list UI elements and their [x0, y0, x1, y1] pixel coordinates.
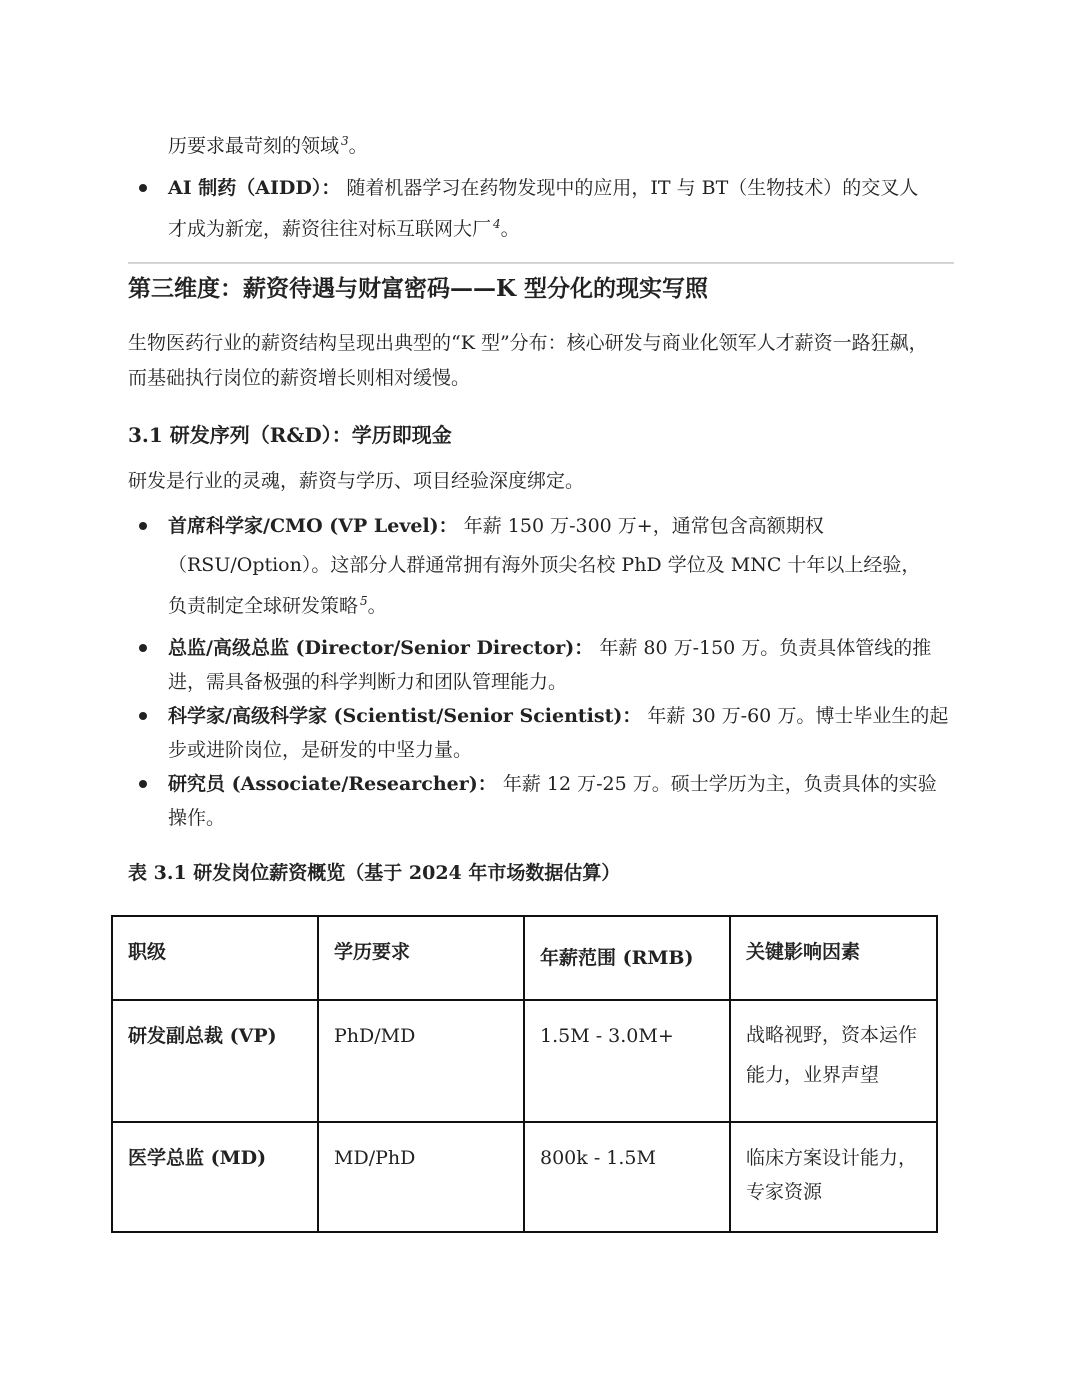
bullet-2-label: 总监/高级总监 (Director/Senior Director)： [168, 637, 594, 659]
intro-line-2: 而基础执行岗位的薪资增长则相对缓慢。 [128, 367, 471, 389]
bullet-icon [139, 644, 147, 652]
footnote-ref-3[interactable]: 3 [341, 133, 349, 148]
bullet-3-line1 [168, 704, 948, 728]
bullet-icon [139, 184, 147, 192]
bullet-2-text: 年薪 80 万-150 万。负责具体管线的推 [599, 637, 932, 659]
table-cell: 1.5M - 3.0M+ [524, 1000, 730, 1122]
table-cell: 医学总监 (MD) [112, 1122, 318, 1232]
bullet-1-line2: （RSU/Option）。这部分人群通常拥有海外顶尖名校 PhD 学位及 MNC 十年以上经验， [168, 554, 921, 576]
table-cell: 临床方案设计能力，专家资源 [730, 1122, 937, 1232]
bullet-3-text: 年薪 30 万-60 万。博士毕业生的起 [647, 705, 949, 727]
bullet-aidd-text-2: 才成为新宠，薪资往往对标互联网大厂 [168, 218, 492, 240]
bullet-aidd-line1 [168, 176, 918, 200]
bullet-aidd-line2 [168, 217, 520, 241]
bullet-1-line1 [168, 514, 824, 538]
intro-line-1: 生物医药行业的薪资结构呈现出典型的“K 型”分布：核心研发与商业化领军人才薪资一路狂飙， [128, 332, 928, 354]
table-row [112, 1000, 937, 1122]
bullet-icon [139, 522, 147, 530]
bullet-3-label: 科学家/高级科学家 (Scientist/Senior Scientist)： [168, 705, 642, 727]
table-header-cell: 学历要求 [318, 916, 524, 1000]
bullet-icon [139, 780, 147, 788]
bullet-aidd-label: AI 制药（AIDD）： [168, 177, 341, 199]
table-header-cell: 职级 [112, 916, 318, 1000]
bullet-1-text-3: 负责制定全球研发策略 [168, 595, 359, 617]
subsection-heading: 3.1 研发序列（R&D）：学历即现金 [128, 423, 452, 447]
bullet-aidd-text: 随着机器学习在药物发现中的应用，IT 与 BT（生物技术）的交叉人 [346, 177, 919, 199]
bullet-aidd-end: 。 [500, 218, 520, 240]
bullet-1-line3 [168, 594, 387, 618]
table-cell: PhD/MD [318, 1000, 524, 1122]
bullet-4-line2: 操作。 [168, 807, 226, 829]
salary-table [111, 915, 938, 1233]
continuation-text-body: 历要求最苛刻的领域 [168, 135, 340, 157]
table-row [112, 1122, 937, 1232]
section-divider [128, 262, 954, 264]
table-caption: 表 3.1 研发岗位薪资概览（基于 2024 年市场数据估算） [128, 862, 621, 884]
table-header-row [112, 916, 937, 1000]
continuation-text-end: 。 [348, 135, 368, 157]
table-header-cell: 年薪范围 (RMB) [524, 916, 730, 1000]
table-cell: MD/PhD [318, 1122, 524, 1232]
footnote-ref-4[interactable]: 4 [493, 216, 501, 231]
bullet-1-end: 。 [367, 595, 387, 617]
continuation-text [168, 134, 368, 158]
bullet-icon [139, 712, 147, 720]
section-heading: 第三维度：薪资待遇与财富密码——K 型分化的现实写照 [128, 275, 708, 302]
bullet-4-line1 [168, 772, 937, 796]
table-cell: 800k - 1.5M [524, 1122, 730, 1232]
table-cell: 研发副总裁 (VP) [112, 1000, 318, 1122]
bullet-2-line2: 进，需具备极强的科学判断力和团队管理能力。 [168, 671, 568, 693]
footnote-ref-5[interactable]: 5 [360, 593, 368, 608]
bullet-3-line2: 步或进阶岗位，是研发的中坚力量。 [168, 739, 473, 761]
bullet-1-text: 年薪 150 万-300 万+，通常包含高额期权 [463, 515, 824, 537]
bullet-2-line1 [168, 636, 931, 660]
table-cell: 战略视野，资本运作能力，业界声望 [730, 1000, 937, 1122]
table-header-cell: 关键影响因素 [730, 916, 937, 1000]
bullet-4-label: 研究员 (Associate/Researcher)： [168, 773, 497, 795]
rd-intro: 研发是行业的灵魂，薪资与学历、项目经验深度绑定。 [128, 470, 585, 492]
bullet-1-label: 首席科学家/CMO (VP Level)： [168, 515, 458, 537]
bullet-4-text: 年薪 12 万-25 万。硕士学历为主，负责具体的实验 [502, 773, 937, 795]
